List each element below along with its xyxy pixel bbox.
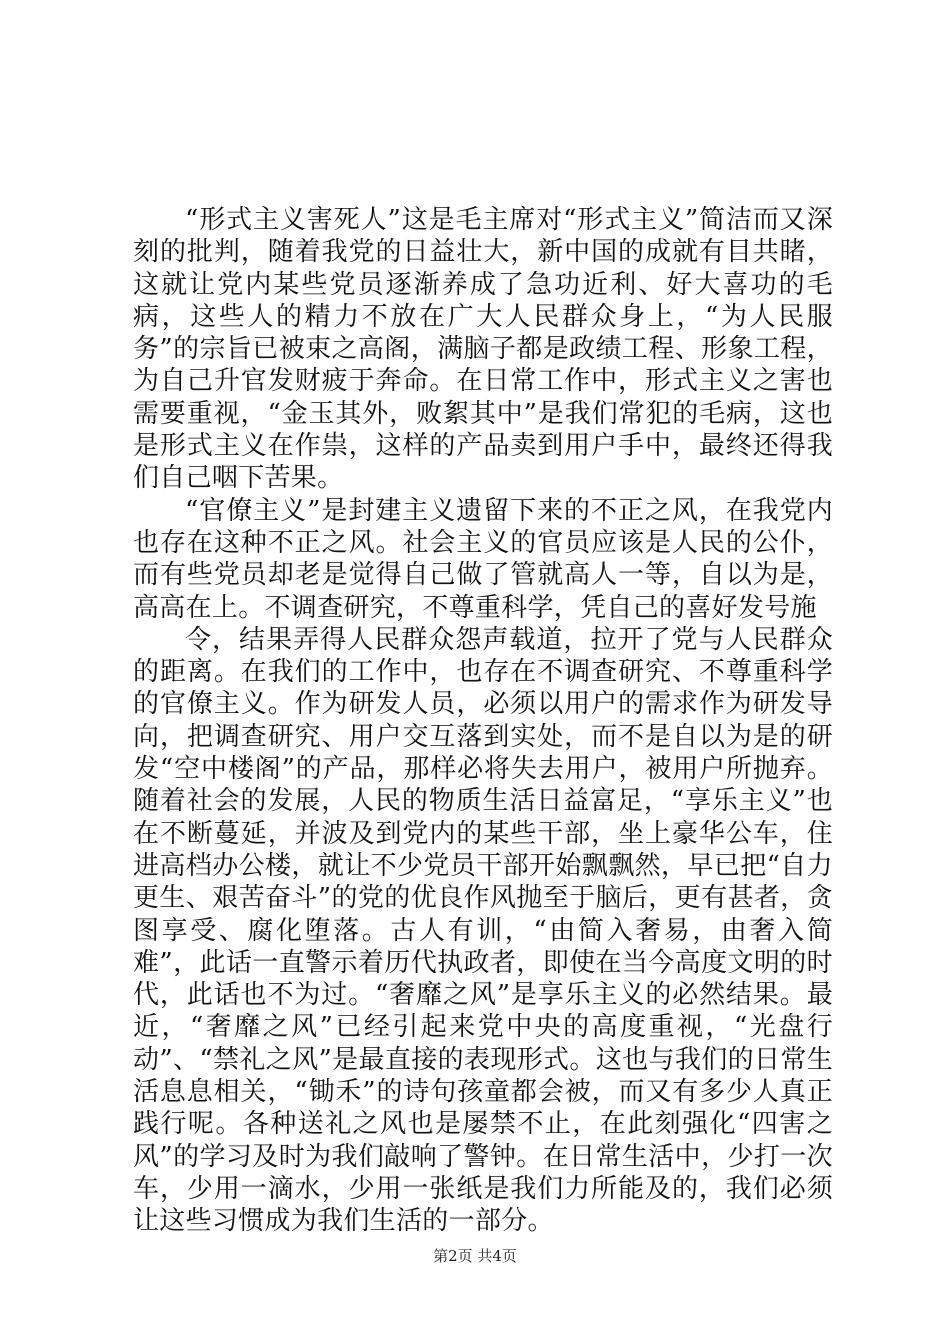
paragraph-hedonism-extravagance: 令，结果弄得人民群众怨声载道，拉开了党与人民群众的距离。在我们的工作中，也存在不调查研究、不尊重科学的官僚主义。作为研发人员，必须以用户的需求作为研发导向，把调查研究、用户交互落到实处，而不是自以为是的研发“空中楼阁”的产品，那样必将失去用户，被用户所抛弃。随着社会的发展，人民的物质生活日益富足，“享乐主义”也在不断蔓延，并波及到党内的某些干部，坐上豪华公车，住进高档办公楼，就让不少党员干部开始飘飘然，早已把“自力更生、艰苦奋斗”的党的优良作风抛至于脑后，更有甚者，贪图享受、腐化堕落。古人有训，“由简入奢易，由奢入简难”，此话一直警示着历代执政者，即使在当今高度文明的时代，此话也不为过。“奢靡之风”是享乐主义的必然结果。最近，“奢靡之风”已经引起来党中央的高度重视，“光盘行动”、“禁礼之风”是最直接的表现形式。这也与我们的日常生活息息相关，“锄禾”的诗句孩童都会被，而又有多少人真正践行呢。各种送礼之风也是屡禁不止，在此刻强化“四害之风”的学习及时为我们敲响了警钟。在日常生活中，少打一次车，少用一滴水，少用一张纸是我们力所能及的，我们必须让这些习惯成为我们生活的一部分。 bbox=[133, 624, 833, 1237]
paragraph-bureaucratism: “官僚主义”是封建主义遗留下来的不正之风，在我党内也存在这种不正之风。社会主义的官员应该是人民的公仆，而有些党员却老是觉得自己做了管就高人一等，自以为是，高高在上。不调查研究，不尊重科学，凭自己的喜好发号施 bbox=[133, 495, 833, 623]
paragraph-formalism: “形式主义害死人”这是毛主席对“形式主义”简洁而又深刻的批判，随着我党的日益壮大，新中国的成就有目共睹，这就让党内某些党员逐渐养成了急功近利、好大喜功的毛病，这些人的精力不放在广大人民群众身上，“为人民服务”的宗旨已被束之高阁，满脑子都是政绩工程、形象工程，为自己升官发财疲于奔命。在日常工作中，形式主义之害也需要重视，“金玉其外，败絮其中”是我们常犯的毛病，这也是形式主义在作祟，这样的产品卖到用户手中，最终还得我们自己咽下苦果。 bbox=[133, 205, 833, 494]
page-number: 第2页 共4页 bbox=[433, 1247, 517, 1265]
page-footer bbox=[0, 1245, 950, 1266]
document-body bbox=[133, 204, 833, 1238]
